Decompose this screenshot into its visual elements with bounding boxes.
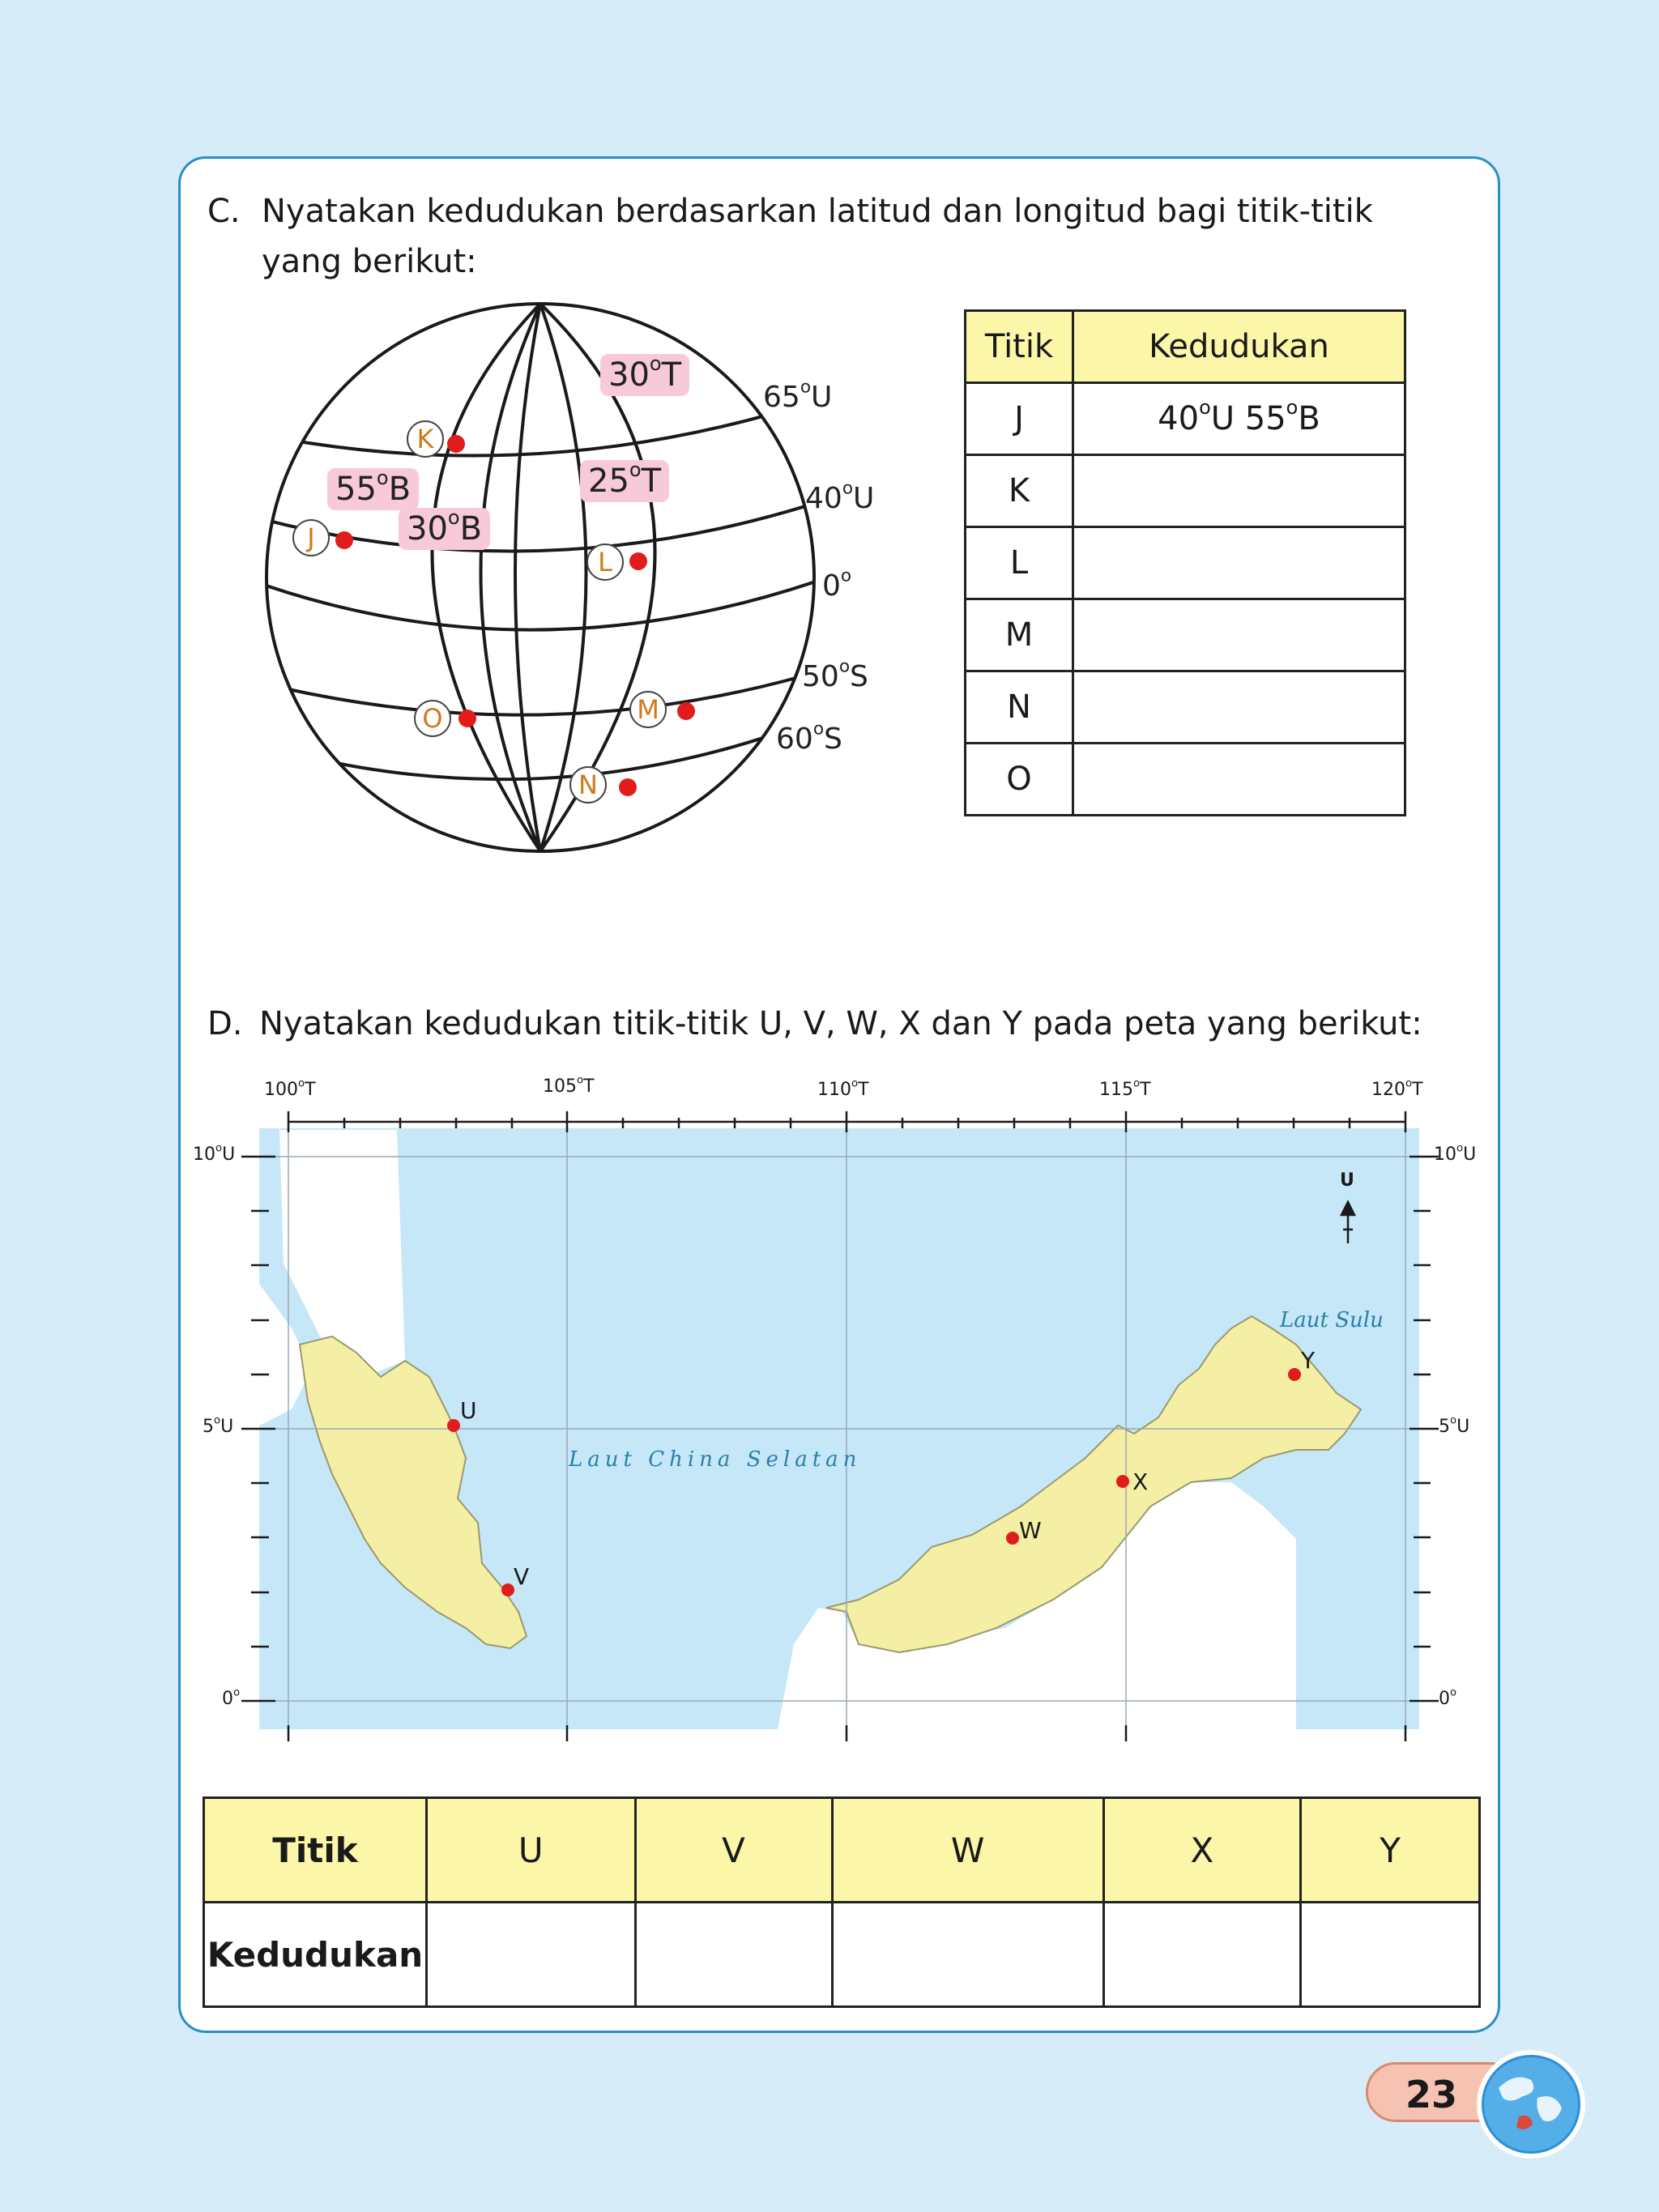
section-d-question: Nyatakan kedudukan titik-titik U, V, W, X dan Y pada peta yang berikut: (259, 1005, 1422, 1042)
answer-cell-m[interactable] (1073, 599, 1405, 671)
page-number: 23 (1366, 2062, 1520, 2122)
globe-point-k: K (407, 420, 444, 458)
globe-lat-60s: 60$^o$S (776, 718, 842, 756)
section-d-letter: D. (207, 1005, 243, 1042)
lat-right-0: 0$^o$ (1439, 1686, 1457, 1709)
table-row (966, 671, 1405, 744)
lon-120t: 120$^o$T (1371, 1077, 1423, 1100)
col-kedudukan: Kedudukan (1073, 311, 1405, 383)
table-header-row (966, 311, 1405, 383)
globe-lat-65u: 65$^o$U (763, 377, 833, 414)
latitude-line-65n (275, 405, 802, 456)
table-row (966, 383, 1405, 455)
globe-lat-50s: 50$^o$S (802, 656, 868, 693)
section-d-answer-table (203, 1796, 1481, 2008)
point-w: W (832, 1798, 1103, 1903)
meridian-2 (481, 304, 541, 851)
section-c-letter: C. (207, 193, 241, 230)
globe-point-j: J (292, 519, 330, 556)
meridian-1 (433, 304, 541, 851)
map-point-w-dot (1006, 1532, 1019, 1545)
answer-cell-y[interactable] (1301, 1903, 1480, 2007)
row-header-kedudukan: Kedudukan (204, 1903, 427, 2007)
answer-cell-x[interactable] (1103, 1903, 1300, 2007)
map-point-x: X (1132, 1468, 1149, 1495)
lon-115t: 115$^o$T (1099, 1077, 1151, 1100)
point-m-dot (677, 702, 695, 720)
row-point: J (966, 383, 1073, 455)
row-header-titik: Titik (204, 1798, 427, 1903)
table-row (204, 1798, 1480, 1903)
point-v: V (635, 1798, 832, 1903)
col-titik: Titik (966, 311, 1073, 383)
answer-cell-v[interactable] (635, 1903, 832, 2007)
lon-100t: 100$^o$T (264, 1077, 316, 1100)
row-point: O (966, 744, 1073, 816)
latitude-line-0 (259, 575, 834, 630)
map-point-u-dot (447, 1419, 460, 1432)
globe-lat-0: 0$^o$ (822, 565, 852, 603)
lon-110t: 110$^o$T (817, 1077, 869, 1100)
globe-point-o: O (414, 700, 451, 737)
section-c-answer-table (964, 309, 1406, 816)
label-laut-sulu: Laut Sulu (1280, 1308, 1384, 1332)
malaysia-map (186, 1073, 1477, 1770)
latitude-line-60s (292, 733, 778, 779)
map-point-w: W (1019, 1517, 1042, 1544)
lat-left-5u: 5$^o$U (203, 1414, 234, 1437)
point-n-dot (619, 778, 637, 796)
point-j-dot (335, 531, 353, 549)
map-point-y: Y (1301, 1347, 1316, 1374)
answer-cell-j: 40$^o$U 55$^o$B (1073, 383, 1405, 455)
table-row (966, 455, 1405, 527)
globe-point-m: M (629, 691, 667, 728)
answer-cell-l[interactable] (1073, 527, 1405, 599)
globe-point-n: N (569, 766, 607, 803)
answer-cell-o[interactable] (1073, 744, 1405, 816)
latitude-line-50s (267, 676, 802, 715)
section-c-question-line1: Nyatakan kedudukan berdasarkan latitud dan longitud bagi titik-titik (262, 193, 1373, 230)
meridian-3 (515, 304, 540, 851)
table-row (966, 527, 1405, 599)
map-point-v-dot (501, 1583, 514, 1596)
lat-right-10u: 10$^o$U (1434, 1142, 1477, 1165)
section-c-question-line2: yang berikut: (262, 243, 477, 280)
map-point-y-dot (1288, 1368, 1301, 1381)
row-point: L (966, 527, 1073, 599)
globe-icon (1474, 2048, 1588, 2161)
point-u: U (427, 1798, 636, 1903)
lat-left-10u: 10$^o$U (193, 1142, 236, 1165)
lat-right-5u: 5$^o$U (1439, 1414, 1470, 1437)
point-k-dot (447, 435, 465, 453)
tag-30b: 30$^o$B (399, 508, 490, 550)
answer-cell-k[interactable] (1073, 455, 1405, 527)
globe-lat-40u: 40$^o$U (805, 478, 875, 515)
row-point: N (966, 671, 1073, 744)
table-row (966, 599, 1405, 671)
lon-105t: 105$^o$T (543, 1074, 595, 1097)
point-x: X (1103, 1798, 1300, 1903)
lat-left-0: 0$^o$ (222, 1686, 241, 1709)
north-label: U (1340, 1170, 1354, 1191)
tag-30t: 30$^o$T (600, 354, 689, 396)
answer-cell-w[interactable] (832, 1903, 1103, 2007)
answer-cell-u[interactable] (427, 1903, 636, 2007)
map-point-x-dot (1116, 1475, 1129, 1488)
row-point: K (966, 455, 1073, 527)
table-row (204, 1903, 1480, 2007)
globe-outline (267, 304, 814, 851)
point-l-dot (629, 552, 647, 570)
map-point-v: V (514, 1563, 530, 1590)
globe-point-l: L (586, 543, 624, 581)
answer-cell-n[interactable] (1073, 671, 1405, 744)
table-row (966, 744, 1405, 816)
map-point-u: U (460, 1397, 477, 1424)
point-o-dot (458, 710, 476, 727)
row-point: M (966, 599, 1073, 671)
tag-25t: 25$^o$T (580, 460, 669, 502)
tag-55b: 55$^o$B (327, 468, 419, 510)
label-laut-china-selatan: Laut China Selatan (569, 1447, 862, 1472)
point-y: Y (1301, 1798, 1480, 1903)
